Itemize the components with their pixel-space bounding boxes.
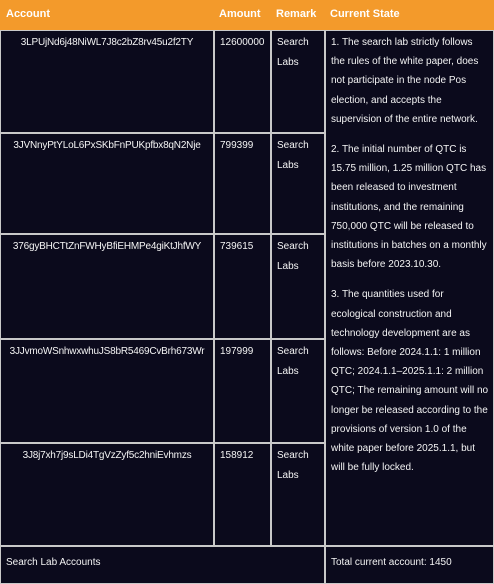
table-row-remark: Search Labs: [271, 30, 325, 133]
current-state-cell: [325, 30, 494, 546]
state-paragraph-1: 1. The search lab strictly follows the rules of the white paper, does not participate in the node Pos election, and accepts the supervision of the entire network.: [331, 37, 479, 125]
table-row-remark: Search Labs: [271, 339, 325, 443]
footer-label: Search Lab Accounts: [0, 546, 325, 584]
table-row-amount: 739615: [214, 234, 271, 339]
state-paragraph-2: 2. The initial number of QTC is 15.75 million, 1.25 million QTC has been released to investment institutions, and the remaining 750,000 QTC will be released to institutions in batches on a monthly basis before 2023.10.30.: [331, 144, 487, 271]
table-header: [0, 0, 494, 30]
table-row-account: 3LPUjNd6j48NiWL7J8c2bZ8rv45u2f2TY: [0, 30, 214, 133]
header-current-state: Current State: [330, 8, 400, 20]
table-row-amount: 12600000: [214, 30, 271, 133]
table-row-remark: Search Labs: [271, 133, 325, 234]
table-row-remark: Search Labs: [271, 234, 325, 339]
table-row-remark: Search Labs: [271, 443, 325, 546]
table-row-account: 3JJvmoWSnhwxwhuJS8bR5469CvBrh673Wr: [0, 339, 214, 443]
table-row-account: 3J8j7xh7j9sLDi4TgVzZyf5c2hniEvhmzs: [0, 443, 214, 546]
table-row-account: 3JVNnyPtYLoL6PxSKbFnPUKpfbx8qN2Nje: [0, 133, 214, 234]
footer-total: Total current account: 1450: [325, 546, 494, 584]
header-remark: Remark: [276, 8, 317, 20]
state-paragraph-3: 3. The quantities used for ecological construction and technology development are as follows: Before 2024.1.1: 1 million QTC; 2024.1.1–2025.1.1: 2 million QTC; The remaining amount will no longer be released according to the provisions of version 1.0 of the white paper before 2025.1.1, but will be fully locked.: [331, 289, 489, 474]
header-account: Account: [6, 8, 50, 20]
table-row-amount: 158912: [214, 443, 271, 546]
table-row-amount: 799399: [214, 133, 271, 234]
table-row-account: 376gyBHCTtZnFWHyBfiEHMPe4giKtJhfWY: [0, 234, 214, 339]
table-row-amount: 197999: [214, 339, 271, 443]
header-amount: Amount: [219, 8, 261, 20]
